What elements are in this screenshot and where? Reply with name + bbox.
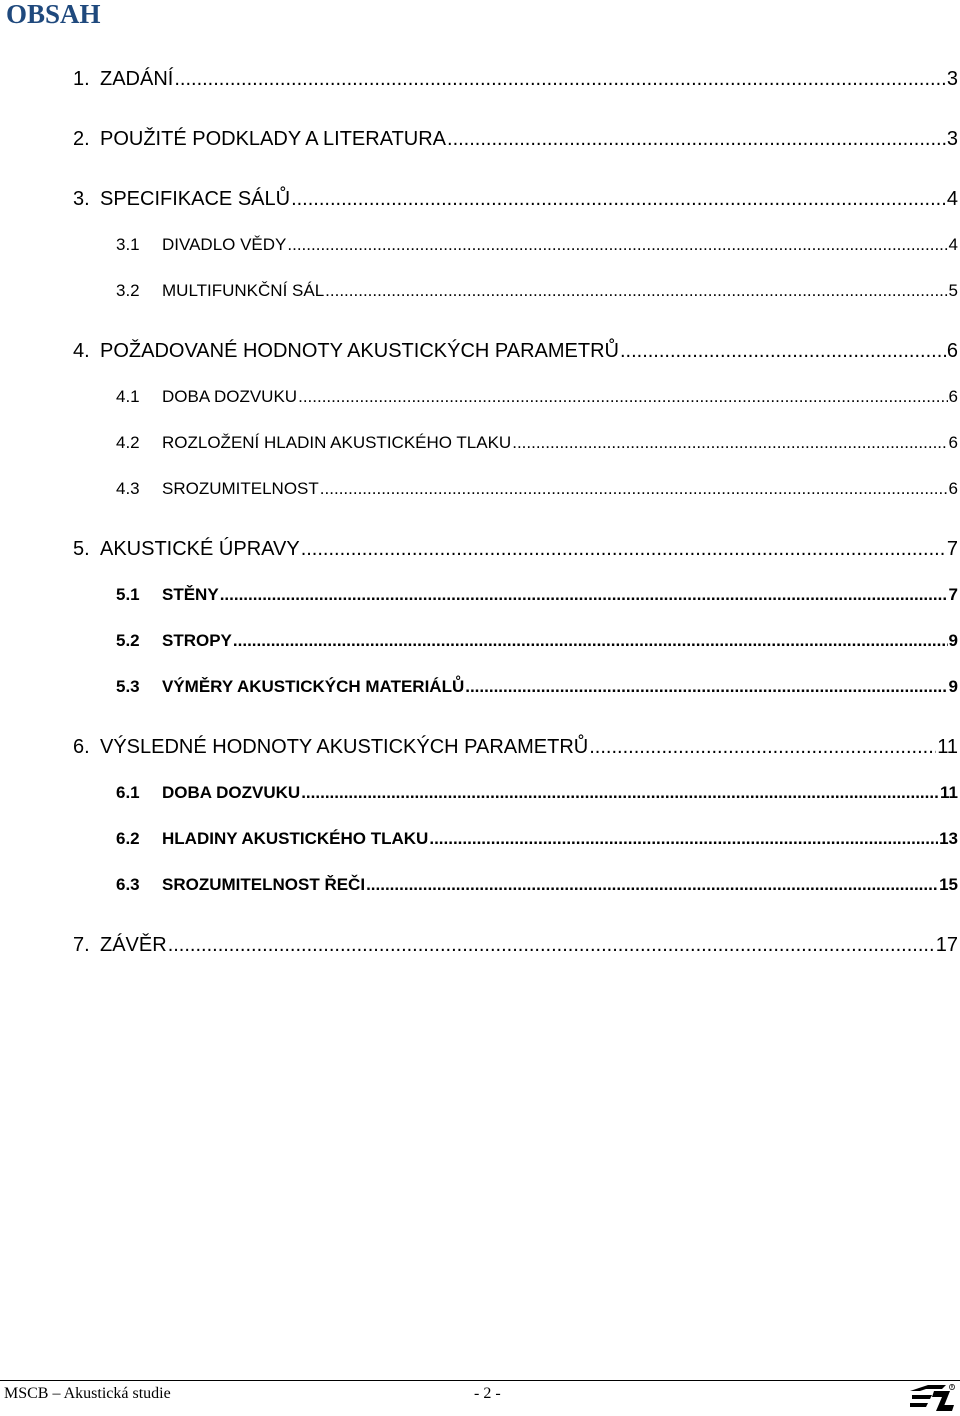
toc-entry-page: 3 <box>946 68 958 90</box>
toc-dot-leader <box>301 536 946 562</box>
toc-entry-number: 4. <box>73 340 90 362</box>
toc-entry[interactable] <box>116 782 958 804</box>
toc-dot-leader <box>620 338 946 364</box>
toc-entry[interactable] <box>116 874 958 896</box>
toc-entry[interactable] <box>73 338 958 364</box>
toc-dot-leader <box>174 66 946 92</box>
toc-entry-number: 3. <box>73 188 90 210</box>
toc-dot-leader <box>233 630 948 652</box>
toc-dot-leader <box>320 478 948 500</box>
toc-entry[interactable] <box>73 186 958 212</box>
toc-entry-page: 3 <box>946 128 958 150</box>
svg-text:R: R <box>950 1384 954 1390</box>
toc-entry-number: 5. <box>73 538 90 560</box>
toc-entry-number: 5.1 <box>116 585 140 604</box>
toc-entry-number: 6.3 <box>116 875 140 894</box>
toc-entry-page: 11 <box>940 783 958 802</box>
toc-dot-leader <box>220 584 948 606</box>
toc-dot-leader <box>465 676 947 698</box>
toc-entry[interactable] <box>116 280 958 302</box>
toc-entry-number: 3.1 <box>116 235 140 254</box>
toc-dot-leader <box>287 234 947 256</box>
toc-entry-page: 9 <box>948 677 958 696</box>
toc-entry-title: STROPY <box>162 631 232 650</box>
toc-entry-page: 11 <box>937 736 958 758</box>
toc-entry[interactable] <box>73 126 958 152</box>
toc-dot-leader <box>429 828 938 850</box>
toc-entry-number: 4.2 <box>116 433 140 452</box>
toc-entry-title: VÝMĚRY AKUSTICKÝCH MATERIÁLŮ <box>162 677 465 696</box>
toc-entry-page: 4 <box>946 188 958 210</box>
toc-entry-title: POŽADOVANÉ HODNOTY AKUSTICKÝCH PARAMETRŮ <box>100 340 619 362</box>
toc-dot-leader <box>447 126 946 152</box>
toc-entry-number: 4.3 <box>116 479 140 498</box>
toc-entry[interactable] <box>116 478 958 500</box>
toc-entry-page: 6 <box>946 340 958 362</box>
footer-page-number: - 2 - <box>474 1385 501 1402</box>
toc-entry-number: 1. <box>73 68 90 90</box>
toc-entry-number: 5.3 <box>116 677 140 696</box>
toc-entry-title: POUŽITÉ PODKLADY A LITERATURA <box>100 128 447 150</box>
toc-entry[interactable] <box>116 432 958 454</box>
toc-entry-number: 6. <box>73 736 90 758</box>
toc-entry-title: DOBA DOZVUKU <box>162 783 301 802</box>
toc-dot-leader <box>298 386 947 408</box>
toc-entry-number: 6.1 <box>116 783 140 802</box>
toc-entry[interactable] <box>116 828 958 850</box>
toc-entry-page: 4 <box>948 235 958 254</box>
toc-entry[interactable] <box>116 584 958 606</box>
toc-entry-title: ZADÁNÍ <box>100 68 174 90</box>
toc-entry-title: STĚNY <box>162 585 219 604</box>
toc-dot-leader <box>168 932 935 958</box>
toc-entry-page: 5 <box>948 281 958 300</box>
toc-entry-number: 3.2 <box>116 281 140 300</box>
toc-dot-leader <box>301 782 939 804</box>
toc-entry-title: ROZLOŽENÍ HLADIN AKUSTICKÉHO TLAKU <box>162 433 512 452</box>
toc-entry-page: 6 <box>948 479 958 498</box>
toc-entry-number: 6.2 <box>116 829 140 848</box>
toc-entry[interactable] <box>116 234 958 256</box>
toc-entry-page: 6 <box>948 387 958 406</box>
toc-entry-title: DOBA DOZVUKU <box>162 387 298 406</box>
toc-dot-leader <box>325 280 947 302</box>
toc-entry-title: SROZUMITELNOST <box>162 479 319 498</box>
toc-entry-page: 17 <box>935 934 958 956</box>
toc-entry-title: MULTIFUNKČNÍ SÁL <box>162 281 325 300</box>
toc-entry-title: ZÁVĚR <box>100 934 167 956</box>
toc-entry[interactable] <box>116 630 958 652</box>
toc-entry-page: 15 <box>939 875 958 894</box>
toc-entry-number: 2. <box>73 128 90 150</box>
company-logo-icon <box>906 1383 956 1413</box>
toc-entry[interactable] <box>116 676 958 698</box>
page-title: OBSAH <box>6 0 101 29</box>
toc-entry-page: 13 <box>939 829 958 848</box>
toc-entry-page: 7 <box>946 538 958 560</box>
footer-divider <box>0 1380 960 1381</box>
toc-dot-leader <box>512 432 947 454</box>
toc-dot-leader <box>366 874 938 896</box>
toc-entry[interactable] <box>73 734 958 760</box>
toc-entry-title: SROZUMITELNOST ŘEČI <box>162 875 366 894</box>
toc-entry[interactable] <box>73 932 958 958</box>
toc-entry-title: AKUSTICKÉ ÚPRAVY <box>100 538 300 560</box>
toc-entry-page: 9 <box>948 631 958 650</box>
toc-entry-number: 4.1 <box>116 387 140 406</box>
toc-entry-title: VÝSLEDNÉ HODNOTY AKUSTICKÝCH PARAMETRŮ <box>100 736 589 758</box>
toc-entry-title: SPECIFIKACE SÁLŮ <box>100 188 291 210</box>
toc-dot-leader <box>589 734 936 760</box>
toc-entry[interactable] <box>73 536 958 562</box>
toc-entry-title: DIVADLO VĚDY <box>162 235 287 254</box>
toc-entry-page: 6 <box>948 433 958 452</box>
footer-document-title: MSCB – Akustická studie <box>4 1385 171 1402</box>
toc-entry-title: HLADINY AKUSTICKÉHO TLAKU <box>162 829 429 848</box>
toc-entry-page: 7 <box>948 585 958 604</box>
toc-entry[interactable] <box>116 386 958 408</box>
toc-dot-leader <box>291 186 946 212</box>
toc-entry-number: 7. <box>73 934 90 956</box>
toc-entry[interactable] <box>73 66 958 92</box>
toc-entry-number: 5.2 <box>116 631 140 650</box>
